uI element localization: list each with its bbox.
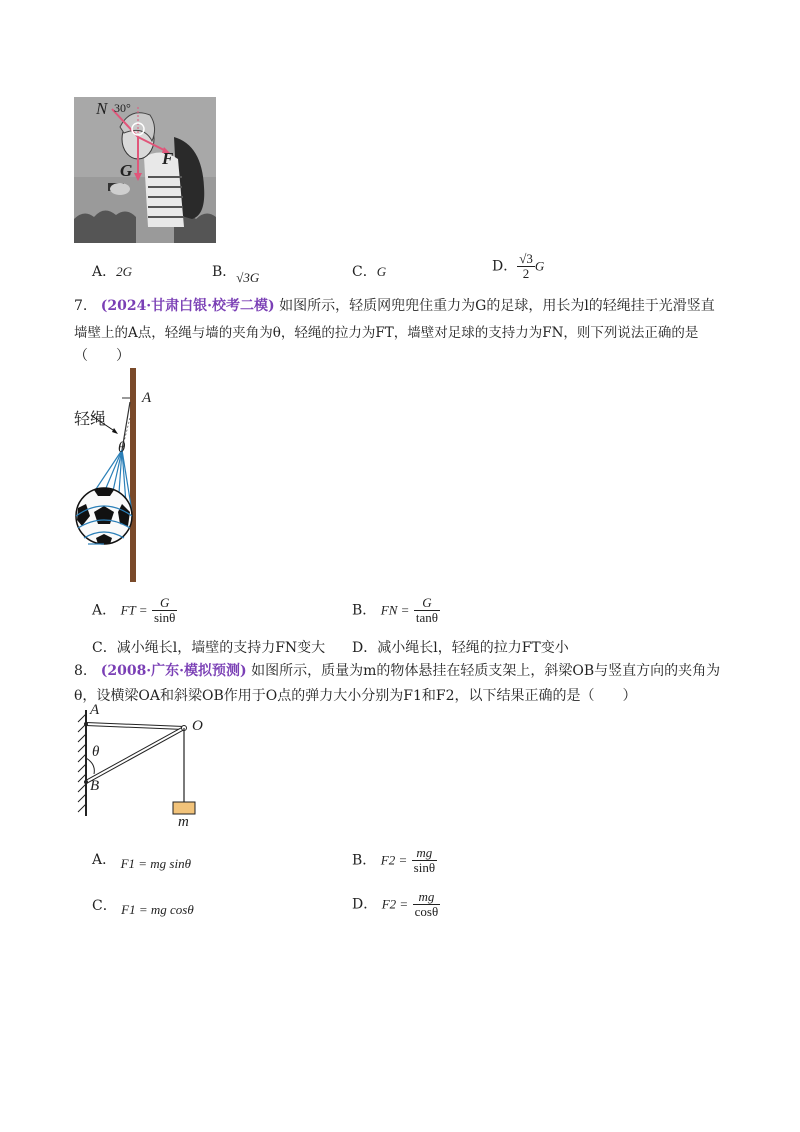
q7-option-a-lhs: FT = (120, 602, 148, 618)
q8-option-c[interactable] (92, 896, 194, 916)
q6-option-d-num: √3 (519, 251, 533, 266)
q7-option-a-num: G (152, 596, 177, 611)
q8-option-b-lhs: F2 = (380, 852, 408, 868)
q8-option-d-num: mg (413, 890, 441, 905)
q7-option-a-fraction (152, 596, 177, 625)
q8-label-m: m (178, 814, 189, 830)
q7-option-b-label: B． (352, 602, 377, 619)
q6-option-b-label: B． (212, 264, 237, 280)
q8-option-b[interactable] (352, 846, 437, 875)
q7-option-d-text: 减小绳长l，轻绳的拉力FT变小 (377, 640, 569, 656)
q6-option-a[interactable] (92, 262, 132, 282)
q7-label-rope: 轻绳 (74, 409, 107, 428)
q6-label-angle: 30° (114, 101, 131, 115)
q8-label-a: A (90, 702, 100, 718)
q6-option-c-value: G (376, 264, 387, 279)
q6-figure (74, 97, 216, 243)
q8-option-a-expr: F1 = mg sinθ (120, 856, 191, 871)
q8-number: 8. (74, 663, 88, 679)
q7-stem-line1 (74, 296, 715, 316)
q8-option-d-label: D． (352, 896, 378, 913)
q6-option-d-fraction (517, 252, 535, 281)
q7-label-a: A (142, 390, 152, 406)
q6-option-d-label: D． (492, 258, 518, 275)
q6-option-b-value: √3G (236, 270, 260, 285)
q7-stem-line2: 墙壁上的A点，轻绳与墙的夹角为θ，轻绳的拉力为FT，墙壁对足球的支持力为FN，则下列说法正确的是 (74, 325, 699, 341)
q7-option-a[interactable] (92, 596, 177, 625)
q8-option-a[interactable] (92, 850, 191, 870)
q8-option-d-den: cosθ (414, 904, 439, 919)
q7-option-a-label: A． (92, 602, 117, 619)
q7-option-b-lhs: FN = (380, 602, 410, 618)
q8-option-d[interactable] (352, 890, 440, 919)
q7-option-b-den: tanθ (415, 610, 438, 625)
q7-text-line1: 如图所示，轻质网兜兜住重力为G的足球，用长为l的轻绳挂于光滑竖直 (279, 298, 715, 314)
q8-label-o: O (192, 718, 203, 734)
q6-option-d-den: 2 (522, 266, 530, 281)
q6-label-g: G (120, 161, 133, 180)
q7-figure (70, 366, 180, 586)
q7-option-c-label: C． (92, 640, 117, 656)
q7-option-c[interactable] (92, 638, 325, 658)
q8-option-d-lhs: F2 = (381, 896, 409, 912)
q8-option-d-fraction (413, 890, 441, 919)
q8-source-tag: (2008·广东·模拟预测) (100, 663, 247, 679)
q6-option-d-suffix: G (534, 258, 545, 274)
q8-label-b: B (90, 778, 100, 794)
q6-label-f: F (162, 149, 174, 168)
q8-stem-line2: θ，设横梁OA和斜梁OB作用于O点的弹力大小分别为F1和F2，以下结果正确的是（ ） (74, 688, 637, 704)
q6-option-a-label: A． (92, 264, 117, 280)
q6-option-c-label: C． (352, 264, 377, 280)
q6-option-c[interactable] (352, 262, 386, 282)
q8-option-b-num: mg (412, 846, 437, 861)
q8-option-a-label: A． (92, 852, 117, 868)
q7-option-a-den: sinθ (154, 610, 176, 625)
q6-option-b[interactable] (212, 262, 260, 285)
q7-wall-ball-diagram (70, 366, 180, 586)
q7-label-theta: θ (118, 440, 126, 456)
q7-number: 7. (74, 298, 88, 314)
q8-option-c-expr: F1 = mg cosθ (121, 902, 194, 917)
q7-option-b-num: G (414, 596, 440, 611)
q7-source-tag: (2024·甘肃白银·校考二模) (100, 298, 275, 314)
q8-option-b-den: sinθ (413, 860, 436, 875)
q8-option-b-fraction (412, 846, 437, 875)
q7-option-b-fraction (414, 596, 440, 625)
q6-label-n: N (96, 99, 108, 118)
q7-option-d[interactable] (352, 638, 569, 658)
q8-label-theta: θ (92, 744, 100, 760)
q8-option-b-label: B． (352, 852, 377, 869)
q7-option-c-text: 减小绳长l，墙壁的支持力FN变大 (116, 640, 326, 656)
q8-option-c-label: C． (92, 898, 117, 914)
q6-option-d[interactable] (492, 252, 544, 281)
q7-stem-line3: （ ） (74, 348, 130, 364)
q7-option-b[interactable] (352, 596, 440, 625)
q6-option-a-value: 2G (116, 264, 133, 279)
q8-figure (74, 702, 224, 832)
q8-stem-line1 (74, 661, 720, 681)
q8-text-line1: 如图所示，质量为m的物体悬挂在轻质支架上，斜梁OB与竖直方向的夹角为 (251, 663, 721, 679)
q7-option-d-label: D． (352, 640, 378, 656)
